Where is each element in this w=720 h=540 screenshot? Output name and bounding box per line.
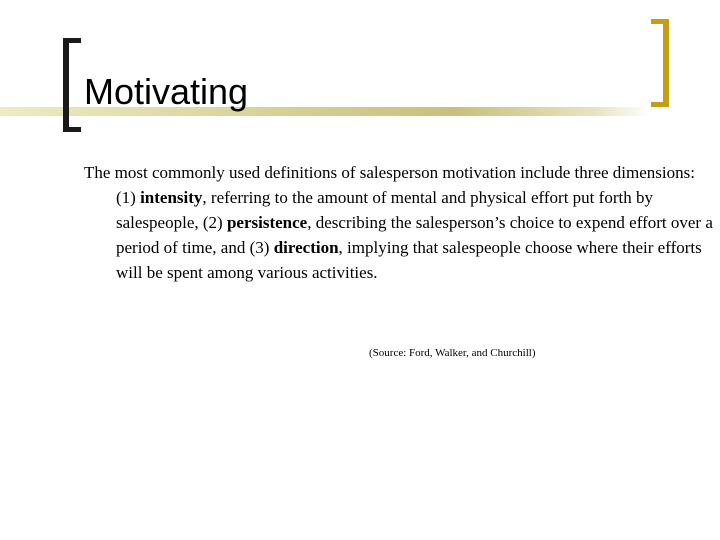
body-text-part-3: , describing the salesperson’s choice to expend effort over a period of time, and (3) bbox=[116, 213, 713, 257]
body-text-part-2: , referring to the amount of mental and physical effort put forth by salespeople, (2) bbox=[116, 188, 653, 232]
left-bracket-bar bbox=[63, 38, 69, 132]
body-text-part-4: , implying that salespeople choose where their efforts will be spent among various activities. bbox=[116, 238, 702, 282]
right-bracket-cap-top bbox=[651, 19, 669, 24]
body-text-part-1: The most commonly used definitions of salesperson motivation include three dimensions: (1) bbox=[84, 163, 695, 207]
left-bracket-decoration bbox=[63, 38, 83, 132]
left-bracket-cap-top bbox=[63, 38, 81, 43]
right-bracket-cap-bottom bbox=[651, 102, 669, 107]
slide-title: Motivating bbox=[84, 71, 249, 112]
right-bracket-decoration bbox=[649, 19, 669, 107]
keyword-persistence: persistence bbox=[226, 213, 308, 232]
keyword-direction: direction bbox=[273, 238, 339, 257]
right-bracket-bar bbox=[663, 19, 669, 107]
source-citation: (Source: Ford, Walker, and Churchill) bbox=[369, 347, 536, 359]
left-bracket-cap-bottom bbox=[63, 127, 81, 132]
keyword-intensity: intensity bbox=[140, 188, 203, 207]
body-paragraph bbox=[84, 160, 716, 285]
